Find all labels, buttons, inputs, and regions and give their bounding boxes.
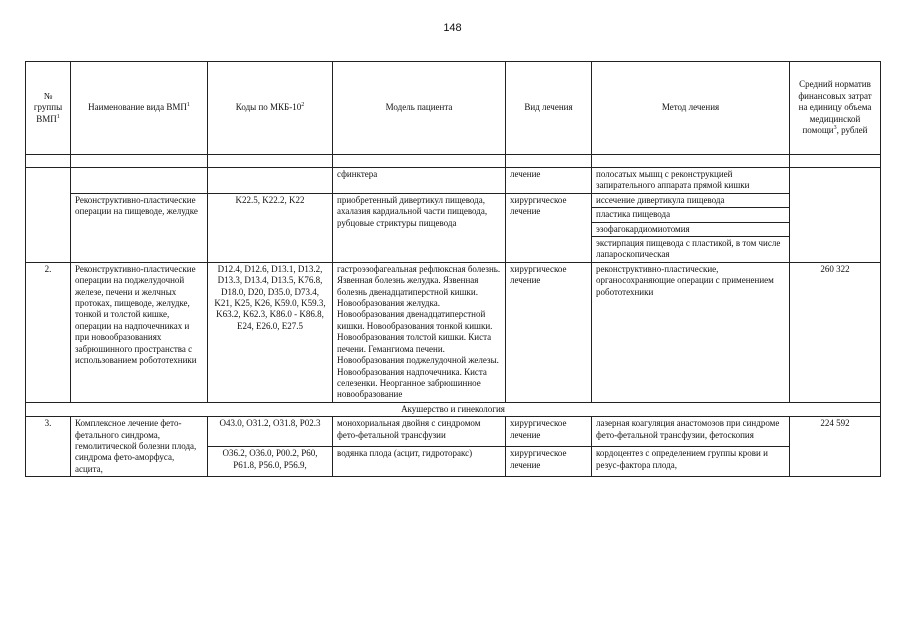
header-treatment-method: Метод лечения bbox=[592, 62, 790, 155]
treatment-type-cell: хирургическое лечение bbox=[506, 262, 592, 402]
spacer-row bbox=[26, 155, 881, 168]
header-icd-codes: Коды по МКБ-$10^2$ bbox=[208, 62, 333, 155]
treatment-method-cell: экстирпация пищевода с пластикой, в том числе лапароскопическая bbox=[592, 237, 790, 263]
icd-codes-cell: D12.4, D12.6, D13.1, D13.2, D13.3, D13.4, D13.5, K76.8, D18.0, D20, D35.0, D73.4, K21, K25, K26, K59.0, K59.3, K63.2, K62.3, K86.0 - K86.8, E24, E26.0, E27.5 bbox=[208, 262, 333, 402]
patient-model-cell: монохориальная двойня с синдромом фето-фетальной трансфузии bbox=[333, 417, 506, 447]
patient-model-cell: гастроэзофагеальная рефлюксная болезнь. Язвенная болезнь желудка. Язвенная болезнь двенадцатиперстной кишки. Новообразования желудка. Новообразования двенадцатиперстной кишки. Новообразования тонкой кишки. Новообразования толстой кишки. Киста печени. Гемангиома печени. Новообразования поджелудочной железы. Новообразования надпочечника. Киста селезенки. Неорганное забрюшинное новообразование bbox=[333, 262, 506, 402]
vmp-name-cell: Комплексное лечение фето-фетального синдрома, гемолитической болезни плода, синдрома фето-аморфуса, асцита, bbox=[71, 417, 208, 477]
icd-codes-cell: K22.5, K22.2, K22 bbox=[208, 193, 333, 262]
vmp-name-cell: Реконструктивно-пластические операции на поджелудочной железе, печени и желчных протоках, пищеводе, желудке, тонкой и толстой кишке, операции на надпочечниках и при новообразованиях забрюшинного пространства с использованием робототехники bbox=[71, 262, 208, 402]
patient-model-cell: приобретенный дивертикул пищевода, ахалазия кардиальной части пищевода, рубцовые стриктуры пищевода bbox=[333, 193, 506, 262]
section-heading-row bbox=[26, 402, 881, 416]
treatment-method-cell: кордоцентез с определением группы крови и резус-фактора плода, bbox=[592, 447, 790, 477]
group-number-cell: 2. bbox=[26, 262, 71, 402]
header-group-number: № группы ВМП$^1$ bbox=[26, 62, 71, 155]
treatment-method-cell: эзофагокардиомиотомия bbox=[592, 222, 790, 236]
patient-model-cell: сфинктера bbox=[333, 168, 506, 194]
table-row bbox=[26, 193, 881, 207]
group-number-cell: 3. bbox=[26, 417, 71, 477]
header-cost-standard: Средний норматив финансовых затрат на единицу объема медицинской помощи$^3$, рублей bbox=[790, 62, 881, 155]
treatment-type-cell: лечение bbox=[506, 168, 592, 194]
cost-cell: 224 592 bbox=[790, 417, 881, 477]
patient-model-cell: водянка плода (асцит, гидроторакс) bbox=[333, 447, 506, 477]
header-treatment-type: Вид лечения bbox=[506, 62, 592, 155]
vmp-table bbox=[25, 61, 881, 477]
treatment-type-cell: хирургическое лечение bbox=[506, 193, 592, 262]
table-row bbox=[26, 168, 881, 194]
group-number-cell bbox=[26, 168, 71, 263]
treatment-method-cell: реконструктивно-пластические, органосохраняющие операции с применением робототехники bbox=[592, 262, 790, 402]
icd-codes-cell: O43.0, O31.2, O31.8, P02.3 bbox=[208, 417, 333, 447]
header-vmp-name: Наименование вида ВМП$^1$ bbox=[71, 62, 208, 155]
cost-cell: 260 322 bbox=[790, 262, 881, 402]
treatment-method-cell: лазерная коагуляция анастомозов при синдроме фето-фетальной трансфузии, фетоскопия bbox=[592, 417, 790, 447]
treatment-type-cell: хирургическое лечение bbox=[506, 447, 592, 477]
vmp-name-cell: Реконструктивно-пластические операции на пищеводе, желудке bbox=[71, 193, 208, 262]
treatment-method-cell: иссечение дивертикула пищевода bbox=[592, 193, 790, 207]
treatment-method-cell: полосатых мышц с реконструкцией запирательного аппарата прямой кишки bbox=[592, 168, 790, 194]
cost-cell bbox=[790, 168, 881, 263]
section-heading: Акушерство и гинекология bbox=[26, 402, 881, 416]
table-row bbox=[26, 417, 881, 447]
icd-codes-cell: O36.2, O36.0, P00.2, P60, P61.8, P56.0, P56.9, bbox=[208, 447, 333, 477]
header-row bbox=[26, 62, 881, 155]
table-row bbox=[26, 262, 881, 402]
page-number: 148 bbox=[443, 22, 462, 34]
treatment-method-cell: пластика пищевода bbox=[592, 208, 790, 222]
treatment-type-cell: хирургическое лечение bbox=[506, 417, 592, 447]
header-patient-model: Модель пациента bbox=[333, 62, 506, 155]
